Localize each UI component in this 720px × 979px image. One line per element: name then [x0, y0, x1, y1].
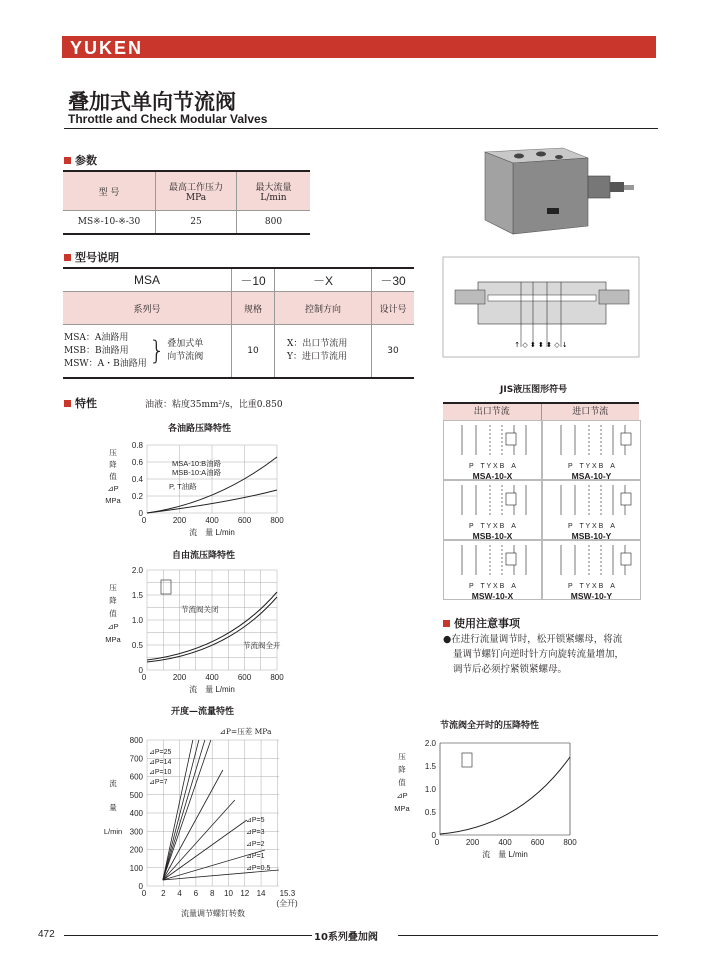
title-divider — [64, 128, 658, 129]
jis-ports: P T Y X B A — [469, 583, 516, 590]
spec-heading-text: 参数 — [75, 154, 97, 167]
jis-symbol-icon — [543, 481, 640, 517]
jis-symbol-icon — [444, 541, 541, 577]
dp-label-high: ⊿P=25 — [149, 749, 172, 756]
spec-header-pressure — [156, 171, 237, 211]
spec-table — [63, 170, 310, 235]
dp-label-high: ⊿P=14 — [149, 759, 172, 766]
throttle-check-icon — [506, 553, 516, 565]
direction-detail — [275, 325, 372, 379]
label-direction: 控制方向 — [275, 292, 372, 325]
jis-model-name: MSW-10-Y — [570, 591, 613, 601]
xlabel: 流 量 L/min — [189, 528, 235, 537]
ytick: 500 — [129, 790, 143, 800]
ylabel-char: 值 — [109, 609, 117, 618]
page-number: 472 — [38, 929, 55, 940]
notes-body — [443, 632, 624, 677]
jis-symbol-cell — [542, 420, 641, 480]
annotation-open: 节流阀全开 — [243, 641, 281, 650]
jis-symbol-grid — [443, 420, 641, 600]
spec-heading — [64, 152, 97, 168]
ytick: 0.2 — [131, 492, 143, 501]
jis-model-name: MSB-10-Y — [571, 531, 612, 541]
series-item-msw: MSW：A・B油路用 — [64, 358, 147, 369]
xtick: 2 — [161, 889, 166, 898]
curve-full-open — [440, 757, 570, 834]
ytick: 0.5 — [131, 641, 143, 650]
chart-pressure-drop — [95, 435, 295, 535]
xtick-zero: 0 — [141, 516, 147, 525]
chart2-title: 自由流压降特性 — [172, 551, 236, 561]
xtick: 800 — [270, 673, 284, 682]
ylabel-char: 流 — [109, 779, 117, 788]
xtick: 200 — [172, 673, 187, 682]
xtick: 10 — [224, 889, 233, 898]
ytick: 1.0 — [131, 616, 143, 625]
dp-label-low: ⊿P=5 — [246, 817, 265, 824]
model-heading-text: 型号说明 — [75, 251, 119, 264]
code-series: MSA — [63, 268, 232, 292]
throttle-check-icon — [621, 493, 631, 505]
design-value: 30 — [372, 325, 415, 379]
series-desc — [167, 338, 203, 364]
ylabel-char: 压 — [109, 583, 117, 592]
xtick: 15.3 — [279, 889, 296, 898]
jis-heading: JIS液压图形符号 — [500, 385, 568, 395]
ytick: 2.0 — [424, 739, 436, 748]
xtick: 600 — [237, 516, 252, 525]
xtick: 4 — [177, 889, 182, 898]
ylabel-char: ⊿P — [107, 622, 119, 631]
spec-header-flow-unit: L/min — [260, 192, 287, 203]
ylabel-char: 降 — [109, 596, 117, 605]
xtick: 200 — [465, 838, 480, 847]
bullet-square-icon — [64, 157, 71, 164]
features-heading-text: 特性 — [75, 397, 97, 410]
ytick: 0.6 — [131, 458, 143, 467]
ylabel-char: ⊿P — [107, 484, 119, 493]
annotation-pt: P, T油路 — [169, 482, 197, 491]
jis-ports: P T Y X B A — [469, 463, 516, 470]
jis-symbol-cell — [443, 480, 542, 540]
label-series: 系列号 — [63, 292, 232, 325]
xlabel: 流 量 L/min — [482, 850, 528, 859]
direction-y: Y：进口节流用 — [287, 352, 347, 362]
xtick: 6 — [193, 889, 199, 898]
dp-label-low: ⊿P=0.5 — [246, 865, 271, 872]
jis-symbol-cell — [443, 420, 542, 480]
brace-icon: } — [148, 336, 166, 366]
xlabel: 流量调节螺钉转数 — [181, 909, 245, 918]
bullet-square-icon — [443, 620, 450, 627]
model-code-table — [63, 267, 414, 379]
jis-symbol-icon — [543, 541, 640, 577]
ytick: 0 — [431, 831, 436, 840]
brand-logo: YUKEN — [70, 38, 144, 58]
chart-full-open — [390, 735, 590, 865]
note-line-1: ●在进行流量调节时，松开锁紧螺母，将流 — [443, 634, 623, 645]
notes-heading-text: 使用注意事项 — [454, 617, 520, 630]
ylabel-char: 值 — [398, 778, 406, 787]
jis-model-name: MSB-10-X — [472, 531, 513, 541]
features-heading — [64, 395, 97, 411]
ylabel-char: L/min — [103, 827, 123, 836]
throttle-check-icon — [506, 433, 516, 445]
jis-ports: P T Y X B A — [568, 583, 615, 590]
direction-x: X：出口节流用 — [287, 339, 348, 349]
ytick: 400 — [129, 809, 143, 818]
dp-label-low: ⊿P=2 — [246, 841, 265, 848]
xtick: 200 — [172, 516, 187, 525]
code-direction: －X — [275, 268, 372, 292]
ytick: 1.0 — [424, 785, 436, 794]
model-heading — [64, 249, 119, 265]
ytick: 0 — [138, 666, 143, 675]
valve-cross-section — [443, 257, 639, 357]
jis-symbol-icon — [543, 421, 640, 457]
notes-heading — [443, 615, 520, 631]
jis-model-name: MSA-10-Y — [571, 471, 612, 481]
label-size: 规格 — [232, 292, 275, 325]
spec-header-flow-label: 最大流量 — [255, 182, 292, 193]
jis-header-outlet: 出口节流 — [473, 407, 510, 417]
check-valve-symbol-icon — [161, 580, 171, 594]
footer-series: 10系列叠加阀 — [314, 932, 378, 943]
ytick: 600 — [129, 772, 143, 782]
ylabel-char: MPa — [394, 804, 410, 813]
spec-header-pressure-unit: MPa — [185, 192, 207, 203]
chart4-title: 节流阀全开时的压降特性 — [440, 721, 540, 731]
jis-ports: P T Y X B A — [568, 463, 615, 470]
xtick: 400 — [498, 838, 512, 847]
label-design: 设计号 — [372, 292, 415, 325]
ytick: 1.5 — [424, 762, 436, 771]
spec-header-model: 型 号 — [63, 171, 156, 211]
xtick: 800 — [270, 516, 284, 525]
size-value: 10 — [232, 325, 275, 379]
chart-opening-flow — [95, 718, 305, 918]
xtick-zero: 0 — [141, 673, 147, 682]
xtick: 8 — [209, 889, 215, 898]
series-desc-line2: 向节流阀 — [167, 352, 204, 362]
series-item-msa: MSA：A油路用 — [64, 332, 129, 343]
dp-label-high: ⊿P=10 — [149, 769, 172, 776]
ylabel-char: MPa — [105, 635, 121, 644]
valve-photo — [443, 138, 639, 246]
jis-model-name: MSW-10-X — [471, 591, 514, 601]
note-line-3: 调节后必须拧紧锁紧螺母。 — [453, 664, 568, 675]
xtick: 400 — [205, 516, 219, 525]
throttle-check-icon — [621, 433, 631, 445]
jis-ports: P T Y X B A — [469, 523, 516, 530]
ylabel-char: 降 — [109, 460, 117, 469]
ylabel-char: 值 — [109, 472, 117, 481]
ytick: 0.4 — [131, 475, 143, 484]
page-title: 叠加式单向节流阀 — [68, 90, 236, 114]
chart-free-flow — [95, 564, 295, 692]
xtick-full: (全开) — [276, 899, 298, 908]
ylabel-char: MPa — [105, 496, 121, 505]
spec-header-flow — [237, 171, 311, 211]
flow-curve — [163, 800, 235, 880]
spec-header-pressure-label: 最高工作压力 — [168, 182, 223, 193]
flow-curve — [163, 770, 223, 880]
ytick: 0.5 — [424, 808, 436, 817]
jis-symbol-icon — [444, 481, 541, 517]
series-list — [64, 332, 147, 371]
xtick: 12 — [240, 889, 250, 898]
ytick: 2.0 — [131, 566, 143, 575]
ylabel-char: 压 — [109, 448, 117, 457]
jis-symbol-cell — [542, 540, 641, 600]
ytick: 800 — [129, 736, 143, 745]
jis-ports: P T Y X B A — [568, 523, 615, 530]
ytick: 300 — [129, 827, 143, 837]
dp-label-low: ⊿P=3 — [246, 829, 265, 836]
xtick-zero: 0 — [434, 838, 440, 847]
dp-note: ⊿P=压差 MPa — [219, 727, 272, 736]
throttle-check-icon — [506, 493, 516, 505]
xlabel: 流 量 L/min — [189, 685, 235, 694]
ytick: 0 — [138, 509, 143, 518]
jis-symbol-cell — [542, 480, 641, 540]
annotation-msb: MSB-10:A油路 — [172, 468, 222, 477]
spec-cell-model: MS※-10-※-30 — [63, 211, 156, 235]
ylabel-char: 降 — [398, 765, 406, 774]
xtick: 600 — [237, 673, 252, 682]
ylabel-char: 量 — [109, 803, 117, 812]
footer-rule-left — [64, 935, 312, 936]
ytick: 700 — [129, 754, 143, 764]
ytick: 0.8 — [131, 441, 143, 450]
series-detail — [63, 325, 232, 379]
brand-bar — [62, 36, 656, 58]
chart3-title: 开度—流量特性 — [171, 707, 235, 717]
jis-model-name: MSA-10-X — [472, 471, 513, 481]
dp-label-high: ⊿P=7 — [149, 779, 168, 786]
series-item-msb: MSB：B油路用 — [64, 345, 129, 356]
note-line-2: 量调节螺钉向逆时针方向旋转流量增加， — [453, 649, 625, 660]
jis-symbol-icon — [444, 421, 541, 457]
bullet-square-icon — [64, 254, 71, 261]
dp-label-low: ⊿P=1 — [246, 853, 265, 860]
spec-cell-flow: 800 — [237, 211, 311, 235]
svg-text:↑ ◇ ⬍ ⬍ ⬍ ◇ ↓: ↑ ◇ ⬍ ⬍ ⬍ ◇ ↓ — [514, 341, 568, 349]
code-size: －10 — [232, 268, 275, 292]
chart1-title: 各油路压降特性 — [168, 424, 232, 434]
code-design: －30 — [372, 268, 415, 292]
jis-header-row — [443, 402, 639, 421]
ytick: 0 — [138, 882, 143, 891]
xtick: 800 — [563, 838, 577, 847]
xtick: 600 — [530, 838, 545, 847]
jis-header-inlet: 进口节流 — [541, 404, 640, 420]
ylabel-char: ⊿P — [396, 791, 408, 800]
flow-curve — [163, 820, 247, 880]
series-desc-line1: 叠加式单 — [167, 339, 204, 349]
xtick-zero: 0 — [141, 889, 147, 898]
xtick: 14 — [256, 889, 266, 898]
ytick: 200 — [129, 845, 143, 855]
jis-symbol-cell — [443, 540, 542, 600]
check-valve-symbol-icon — [462, 753, 472, 767]
spec-cell-pressure: 25 — [156, 211, 237, 235]
xtick: 400 — [205, 673, 219, 682]
page-subtitle: Throttle and Check Modular Valves — [68, 112, 268, 126]
bullet-square-icon — [64, 400, 71, 407]
oil-note: 油液：粘度35mm²/s，比重0.850 — [145, 400, 283, 410]
ytick: 100 — [129, 863, 143, 873]
throttle-check-icon — [621, 553, 631, 565]
ytick: 1.5 — [131, 591, 143, 600]
ylabel-char: 压 — [398, 752, 406, 761]
annotation-closed: 节流阀关闭 — [181, 605, 219, 614]
footer-rule-right — [398, 935, 658, 936]
annotation-msa: MSA-10:B油路 — [172, 459, 222, 468]
